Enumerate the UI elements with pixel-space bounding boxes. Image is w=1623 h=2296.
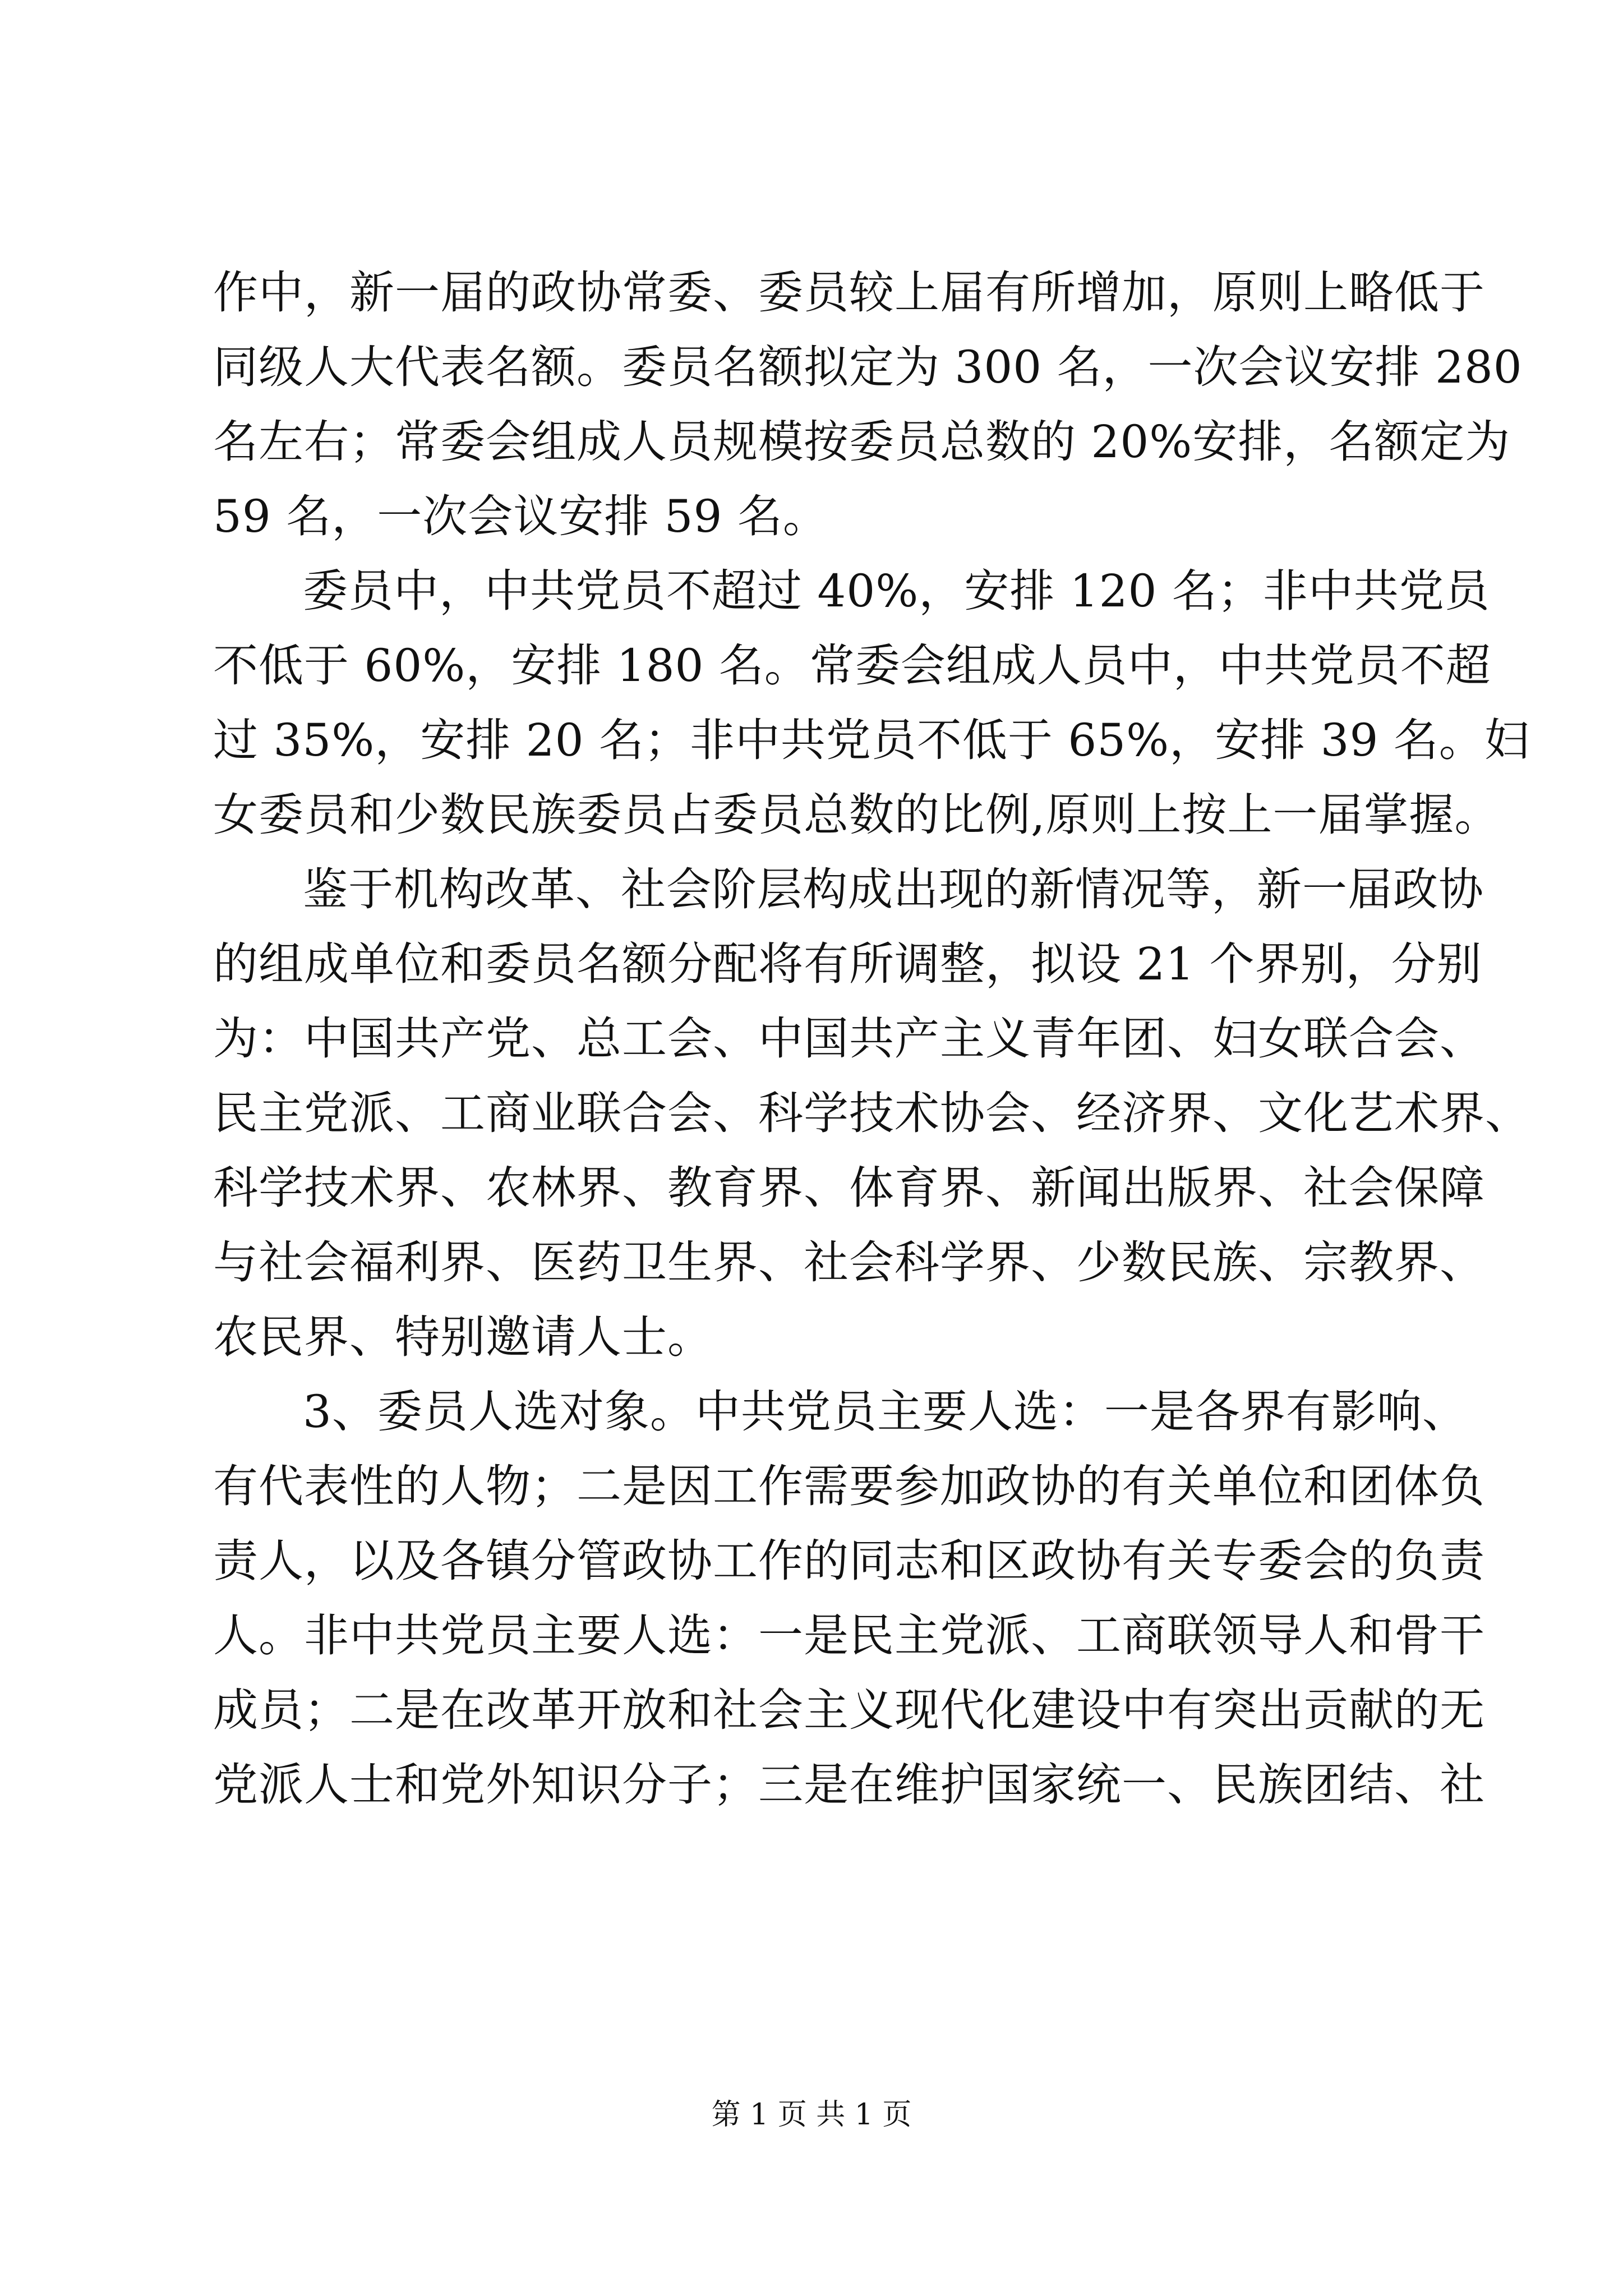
paragraph-4-line-6: 党派人士和党外知识分子；三是在维护国家统一、民族团结、社	[213, 1759, 1485, 1811]
paragraph-2-line-2: 不低于 60%，安排 180 名。常委会组成人员中，中共党员不超	[213, 639, 1491, 692]
page-number-label: 第 1 页 共 1 页	[711, 2098, 912, 2132]
paragraph-3-line-2: 的组成单位和委员名额分配将有所调整，拟设 21 个界别，分别	[213, 938, 1482, 990]
paragraph-2-line-4: 女委员和少数民族委员占委员总数的比例,原则上按上一届掌握。	[213, 789, 1500, 841]
paragraph-3-line-1: 鉴于机构改革、社会阶层构成出现的新情况等，新一届政协	[303, 863, 1484, 915]
paragraph-1-line-3: 名左右；常委会组成人员规模按委员总数的 20%安排，名额定为	[213, 416, 1511, 468]
paragraph-4-line-4: 人。非中共党员主要人选：一是民主党派、工商联领导人和骨干	[213, 1609, 1485, 1662]
paragraph-4-line-2: 有代表性的人物；二是因工作需要参加政协的有关单位和团体负	[213, 1460, 1485, 1512]
paragraph-4-line-5: 成员；二是在改革开放和社会主义现代化建设中有突出贡献的无	[213, 1684, 1485, 1736]
paragraph-1-line-4: 59 名，一次会议安排 59 名。	[213, 490, 828, 542]
document-body	[213, 255, 1530, 1822]
paragraph-3-line-6: 与社会福利界、医药卫生界、社会科学界、少数民族、宗教界、	[213, 1236, 1485, 1289]
paragraph-4-line-1: 3、委员人选对象。中共党员主要人选：一是各界有影响、	[303, 1386, 1468, 1438]
paragraph-3-line-7: 农民界、特别邀请人士。	[213, 1311, 713, 1363]
paragraph-2-line-1: 委员中，中共党员不超过 40%，安排 120 名；非中共党员	[303, 565, 1490, 617]
paragraph-2-line-3: 过 35%，安排 20 名；非中共党员不低于 65%，安排 39 名。妇	[213, 714, 1530, 766]
paragraph-3-line-4: 民主党派、工商业联合会、科学技术协会、经济界、文化艺术界、	[213, 1087, 1530, 1139]
paragraph-1-line-1: 作中，新一届的政协常委、委员较上届有所增加，原则上略低于	[213, 266, 1485, 319]
paragraph-4-line-3: 责人，以及各镇分管政协工作的同志和区政协有关专委会的负责	[213, 1535, 1485, 1587]
paragraph-3-line-5: 科学技术界、农林界、教育界、体育界、新闻出版界、社会保障	[213, 1162, 1485, 1214]
page-footer	[0, 2095, 1623, 2134]
paragraph-1-line-2: 同级人大代表名额。委员名额拟定为 300 名，一次会议安排 280	[213, 341, 1523, 393]
paragraph-3-line-3: 为：中国共产党、总工会、中国共产主义青年团、妇女联合会、	[213, 1013, 1485, 1065]
